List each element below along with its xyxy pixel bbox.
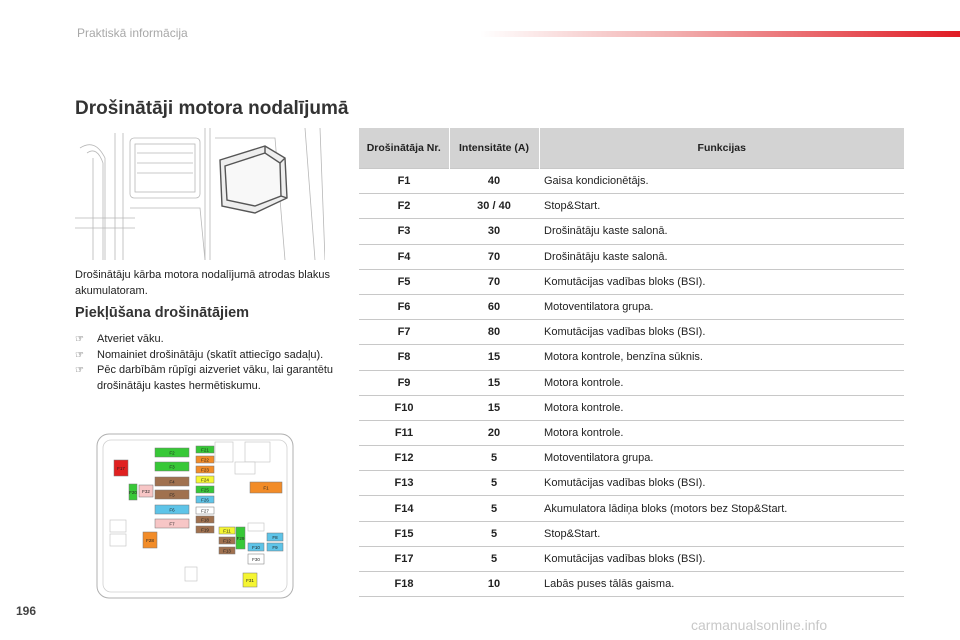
fuse-f9 bbox=[267, 543, 283, 551]
table-row bbox=[359, 345, 904, 370]
empty-socket bbox=[248, 523, 264, 531]
table-row bbox=[359, 521, 904, 546]
fuse-f18 bbox=[196, 516, 214, 523]
table-header-row bbox=[359, 128, 904, 169]
fuse-f11 bbox=[219, 527, 235, 534]
fuse-f24 bbox=[196, 476, 214, 483]
fuse-number-cell: F13 bbox=[359, 471, 449, 496]
fuse-number-cell: F3 bbox=[359, 219, 449, 244]
fuse-label: F25 bbox=[201, 487, 209, 493]
intro-text: Drošinātāju kārba motora nodalījumā atrodas blakus akumulatoram. bbox=[75, 269, 330, 297]
current-cell: 5 bbox=[449, 471, 539, 496]
function-cell: Labās puses tālās gaisma. bbox=[539, 572, 904, 597]
table-row bbox=[359, 496, 904, 521]
current-cell: 15 bbox=[449, 370, 539, 395]
current-cell: 30 / 40 bbox=[449, 194, 539, 219]
function-cell: Gaisa kondicionētājs. bbox=[539, 169, 904, 194]
table-row bbox=[359, 471, 904, 496]
fuse-number-cell: F1 bbox=[359, 169, 449, 194]
fuse-number-cell: F9 bbox=[359, 370, 449, 395]
step-text: Pēc darbībām rūpīgi aizveriet vāku, lai garantētu drošinātāju kastes hermētiskumu. bbox=[97, 364, 334, 392]
current-cell: 70 bbox=[449, 244, 539, 269]
access-steps bbox=[75, 332, 335, 394]
fuse-label: F11 bbox=[223, 528, 231, 534]
function-cell: Stop&Start. bbox=[539, 194, 904, 219]
fuse-box-diagram bbox=[95, 432, 295, 600]
function-cell: Akumulatora lādiņa bloks (motors bez Stop&Start. bbox=[539, 496, 904, 521]
current-cell: 5 bbox=[449, 521, 539, 546]
fuse-f25 bbox=[196, 486, 214, 493]
function-cell: Komutācijas vadības bloks (BSI). bbox=[539, 546, 904, 571]
fuse-f2 bbox=[155, 448, 189, 457]
function-cell: Motora kontrole. bbox=[539, 395, 904, 420]
column-header-fuse-number: Drošinātāja Nr. bbox=[359, 128, 449, 169]
fuse-label: F8 bbox=[272, 535, 278, 540]
fuse-f32 bbox=[139, 485, 153, 497]
fuse-f5 bbox=[155, 490, 189, 499]
fuse-label: F12 bbox=[223, 538, 231, 544]
fuse-f19 bbox=[196, 526, 214, 533]
fuse-number-cell: F2 bbox=[359, 194, 449, 219]
table-row bbox=[359, 244, 904, 269]
fuse-label: F3 bbox=[169, 464, 175, 470]
fuse-f23 bbox=[196, 466, 214, 473]
function-cell: Komutācijas vadības bloks (BSI). bbox=[539, 320, 904, 345]
hand-pointer-icon: ☞ bbox=[75, 365, 84, 376]
fuse-label: F22 bbox=[201, 457, 209, 463]
fuse-label: F30 bbox=[252, 557, 260, 562]
table-row bbox=[359, 395, 904, 420]
section-header: Praktiskā informācija bbox=[77, 26, 188, 40]
fuse-f22 bbox=[196, 456, 214, 463]
empty-socket bbox=[185, 567, 197, 581]
function-cell: Stop&Start. bbox=[539, 521, 904, 546]
table-row bbox=[359, 420, 904, 445]
fuse-number-cell: F4 bbox=[359, 244, 449, 269]
access-heading: Piekļūšana drošinātājiem bbox=[75, 305, 250, 321]
fuse-label: F18 bbox=[201, 517, 209, 523]
fuse-number-cell: F5 bbox=[359, 269, 449, 294]
fuse-label: F19 bbox=[201, 527, 209, 533]
fuse-table bbox=[359, 128, 904, 597]
page-title: Drošinātāji motora nodalījumā bbox=[75, 98, 349, 119]
fuse-f17 bbox=[114, 460, 128, 476]
fuse-label: F6 bbox=[169, 507, 175, 513]
column-header-current: Intensitāte (A) bbox=[449, 128, 539, 169]
table-row bbox=[359, 446, 904, 471]
table-row bbox=[359, 269, 904, 294]
fuse-f4 bbox=[155, 477, 189, 486]
list-item bbox=[75, 363, 335, 394]
current-cell: 15 bbox=[449, 395, 539, 420]
watermark: carmanualsonline.info bbox=[691, 617, 828, 633]
empty-socket bbox=[110, 520, 126, 532]
function-cell: Motora kontrole. bbox=[539, 420, 904, 445]
fuse-label: F27 bbox=[201, 508, 209, 514]
hand-pointer-icon: ☞ bbox=[75, 334, 84, 345]
current-cell: 20 bbox=[449, 420, 539, 445]
fuse-f31 bbox=[243, 573, 257, 587]
engine-compartment-illustration bbox=[75, 128, 325, 260]
fuse-f10 bbox=[248, 543, 264, 551]
fuse-number-cell: F15 bbox=[359, 521, 449, 546]
current-cell: 5 bbox=[449, 546, 539, 571]
function-cell: Motoventilatora grupa. bbox=[539, 294, 904, 319]
function-cell: Komutācijas vadības bloks (BSI). bbox=[539, 269, 904, 294]
fuse-label: F28 bbox=[146, 538, 154, 543]
fuse-f6 bbox=[155, 505, 189, 514]
fuse-label: F17 bbox=[117, 466, 125, 471]
fuse-label: F10 bbox=[252, 545, 260, 550]
fuse-number-cell: F12 bbox=[359, 446, 449, 471]
fuse-number-cell: F17 bbox=[359, 546, 449, 571]
current-cell: 15 bbox=[449, 345, 539, 370]
table-row bbox=[359, 169, 904, 194]
current-cell: 60 bbox=[449, 294, 539, 319]
fuse-label: F2 bbox=[169, 450, 175, 456]
header-accent-bar bbox=[480, 31, 960, 37]
current-cell: 80 bbox=[449, 320, 539, 345]
fuse-label: F21 bbox=[201, 447, 209, 453]
fuse-f8 bbox=[267, 533, 283, 541]
empty-socket bbox=[110, 534, 126, 546]
fuse-f27 bbox=[196, 507, 214, 514]
column-header-functions: Funkcijas bbox=[539, 128, 904, 169]
current-cell: 40 bbox=[449, 169, 539, 194]
function-cell: Motora kontrole, benzīna sūknis. bbox=[539, 345, 904, 370]
fuse-f30 bbox=[248, 554, 264, 564]
fuse-number-cell: F18 bbox=[359, 572, 449, 597]
fuse-f1 bbox=[250, 482, 282, 493]
fuse-label: F23 bbox=[201, 467, 209, 473]
fuse-label: F9 bbox=[272, 545, 278, 550]
hand-pointer-icon: ☞ bbox=[75, 349, 84, 361]
function-cell: Motora kontrole. bbox=[539, 370, 904, 395]
current-cell: 10 bbox=[449, 572, 539, 597]
current-cell: 30 bbox=[449, 219, 539, 244]
page-number: 196 bbox=[16, 604, 37, 618]
fuse-f7 bbox=[155, 519, 189, 528]
fuse-label: F13 bbox=[223, 548, 231, 554]
fuse-number-cell: F8 bbox=[359, 345, 449, 370]
empty-socket bbox=[215, 442, 233, 462]
table-row bbox=[359, 219, 904, 244]
fuse-number-cell: F7 bbox=[359, 320, 449, 345]
step-text: Atveriet vāku. bbox=[97, 333, 164, 345]
fuse-label: F1 bbox=[263, 485, 269, 491]
fuse-f3 bbox=[155, 462, 189, 471]
current-cell: 70 bbox=[449, 269, 539, 294]
table-row bbox=[359, 370, 904, 395]
step-text: Nomainiet drošinātāju (skatīt attiecīgo sadaļu). bbox=[97, 348, 324, 361]
current-cell: 5 bbox=[449, 446, 539, 471]
fuse-f12 bbox=[219, 537, 235, 544]
fuse-label: F7 bbox=[169, 521, 175, 527]
table-row bbox=[359, 294, 904, 319]
current-cell: 5 bbox=[449, 496, 539, 521]
fuse-label: F4 bbox=[169, 479, 175, 485]
function-cell: Drošinātāju kaste salonā. bbox=[539, 219, 904, 244]
fuse-f29 bbox=[236, 527, 245, 549]
empty-socket bbox=[235, 462, 255, 474]
table-row bbox=[359, 194, 904, 219]
function-cell: Komutācijas vadības bloks (BSI). bbox=[539, 471, 904, 496]
fuse-label: F32 bbox=[142, 489, 150, 494]
fuse-label: F31 bbox=[246, 578, 254, 583]
fuse-f28 bbox=[143, 532, 157, 548]
fuse-f13 bbox=[219, 547, 235, 554]
fuse-number-cell: F6 bbox=[359, 294, 449, 319]
function-cell: Motoventilatora grupa. bbox=[539, 446, 904, 471]
fuse-f21 bbox=[196, 446, 214, 453]
fuse-table-container bbox=[359, 128, 904, 597]
function-cell: Drošinātāju kaste salonā. bbox=[539, 244, 904, 269]
fuse-label: F5 bbox=[169, 492, 175, 498]
table-row bbox=[359, 320, 904, 345]
fuse-label: F29 bbox=[236, 536, 245, 541]
fuse-label: F26 bbox=[201, 497, 209, 503]
table-row bbox=[359, 572, 904, 597]
fuse-f26 bbox=[196, 496, 214, 503]
fuse-label: F24 bbox=[201, 477, 209, 483]
table-row bbox=[359, 546, 904, 571]
fuse-label: F20 bbox=[129, 490, 137, 495]
list-item bbox=[75, 348, 335, 364]
fuse-number-cell: F10 bbox=[359, 395, 449, 420]
fuse-number-cell: F14 bbox=[359, 496, 449, 521]
list-item bbox=[75, 332, 335, 348]
fuse-number-cell: F11 bbox=[359, 420, 449, 445]
fuse-f20 bbox=[129, 484, 137, 500]
empty-socket bbox=[245, 442, 270, 462]
